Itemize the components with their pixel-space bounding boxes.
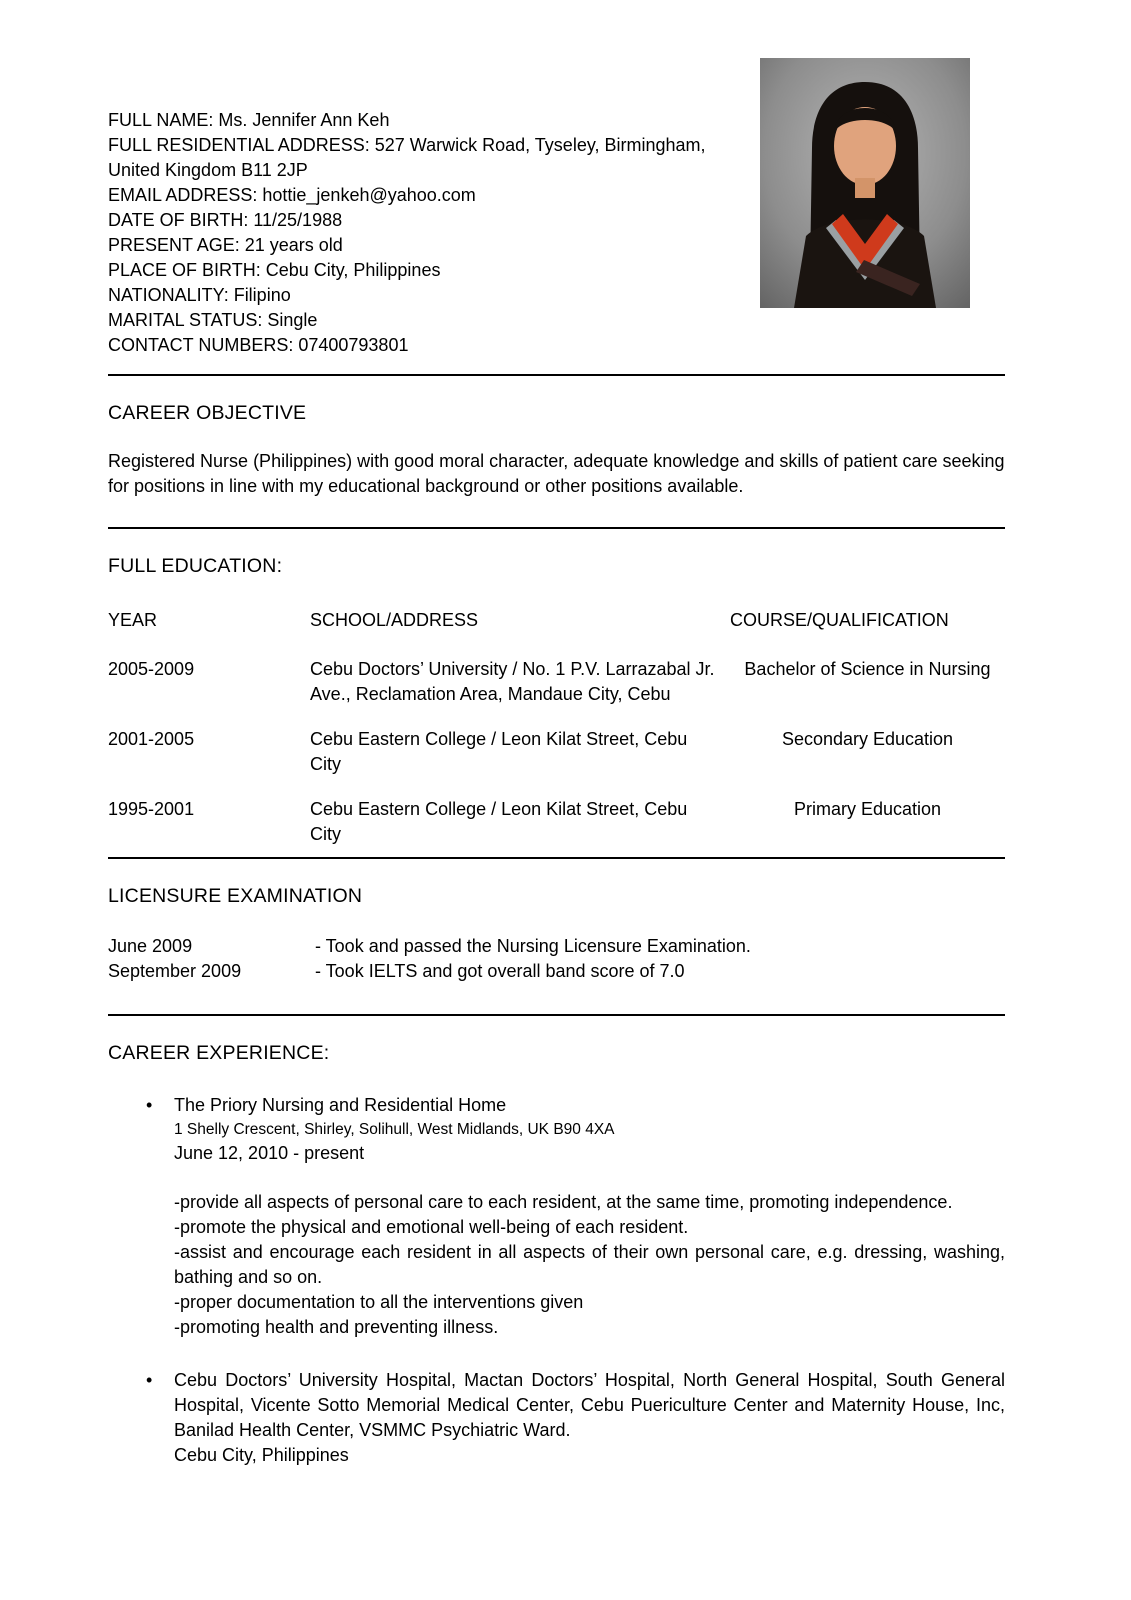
career-experience-section — [108, 1042, 1005, 1468]
employer-location: Cebu City, Philippines — [174, 1445, 349, 1465]
duty-item: -promoting health and preventing illness. — [174, 1317, 499, 1337]
age-line: PRESENT AGE: 21 years old — [108, 235, 343, 255]
birth-date-line: DATE OF BIRTH: 11/25/1988 — [108, 210, 343, 230]
marital-status-line: MARITAL STATUS: Single — [108, 310, 318, 330]
graduate-portrait-icon — [760, 58, 970, 308]
education-table — [108, 608, 1005, 847]
duties-list — [174, 1190, 1005, 1340]
nationality-line: NATIONALITY: Filipino — [108, 285, 291, 305]
education-course: Secondary Education — [781, 729, 954, 749]
education-year: 2005-2009 — [108, 659, 195, 679]
education-course: Bachelor of Science in Nursing — [744, 659, 991, 679]
duty-item: -assist and encourage each resident in all aspects of their own personal care, e.g. dressing, washing, bathing and so on. — [174, 1242, 1005, 1287]
experience-item — [108, 1093, 1005, 1340]
duty-item: -provide all aspects of personal care to each resident, at the same time, promoting independence. — [174, 1192, 953, 1212]
experience-item — [108, 1368, 1005, 1468]
personal-info — [108, 58, 738, 358]
section-divider — [108, 1014, 1005, 1016]
licensure-date: September 2009 — [108, 961, 242, 981]
career-objective-text: Registered Nurse (Philippines) with good moral character, adequate knowledge and skills of patient care seeking for positions in line with my educational background or other positions available. — [108, 451, 1005, 496]
education-course: Primary Education — [793, 799, 942, 819]
career-objective-section — [108, 402, 1005, 499]
birth-place-line: PLACE OF BIRTH: Cebu City, Philippines — [108, 260, 441, 280]
education-school: Cebu Doctors’ University / No. 1 P.V. Larrazabal Jr. Ave., Reclamation Area, Mandaue City, Cebu — [310, 659, 715, 704]
education-section — [108, 555, 1005, 847]
career-experience-heading: CAREER EXPERIENCE: — [108, 1042, 330, 1064]
list-item — [108, 934, 1005, 959]
career-objective-heading: CAREER OBJECTIVE — [108, 402, 307, 424]
table-row — [108, 727, 1005, 777]
table-row — [108, 657, 1005, 707]
year-column-header: YEAR — [108, 610, 158, 630]
licensure-date: June 2009 — [108, 936, 193, 956]
education-year: 1995-2001 — [108, 799, 195, 819]
table-row — [108, 797, 1005, 847]
employment-period: June 12, 2010 - present — [174, 1143, 365, 1163]
duty-item: -proper documentation to all the interventions given — [174, 1292, 584, 1312]
full-name-line: FULL NAME: Ms. Jennifer Ann Keh — [108, 110, 390, 130]
portrait-photo — [760, 58, 970, 308]
section-divider — [108, 857, 1005, 859]
licensure-detail: - Took IELTS and got overall band score of 7.0 — [315, 961, 685, 981]
education-header-row — [108, 608, 1005, 633]
email-line: EMAIL ADDRESS: hottie_jenkeh@yahoo.com — [108, 185, 476, 205]
address-line: FULL RESIDENTIAL ADDRESS: 527 Warwick Road, Tyseley, Birmingham, United Kingdom B11 2JP — [108, 135, 706, 180]
contact-numbers-line: CONTACT NUMBERS: 07400793801 — [108, 335, 409, 355]
list-item — [108, 959, 1005, 984]
licensure-heading: LICENSURE EXAMINATION — [108, 885, 363, 907]
education-year: 2001-2005 — [108, 729, 195, 749]
bullet-icon: • — [146, 1370, 153, 1390]
header-section — [108, 58, 1005, 358]
licensure-list — [108, 934, 1005, 984]
experience-body — [174, 1093, 1005, 1340]
employer-name: The Priory Nursing and Residential Home — [174, 1095, 507, 1115]
duty-item: -promote the physical and emotional well-being of each resident. — [174, 1217, 689, 1237]
education-heading: FULL EDUCATION: — [108, 555, 283, 577]
employer-name: Cebu Doctors’ University Hospital, Mactan Doctors’ Hospital, North General Hospital, South General Hospital, Vicente Sotto Memorial Medical Center, Cebu Puericulture Center and Maternity House, Inc, Banilad Health Center, VSMMC Psychiatric Ward. — [174, 1370, 1005, 1440]
school-column-header: SCHOOL/ADDRESS — [310, 610, 479, 630]
section-divider — [108, 374, 1005, 376]
education-school: Cebu Eastern College / Leon Kilat Street, Cebu City — [310, 799, 688, 844]
education-school: Cebu Eastern College / Leon Kilat Street, Cebu City — [310, 729, 688, 774]
course-column-header: COURSE/QUALIFICATION — [730, 610, 949, 630]
employer-address: 1 Shelly Crescent, Shirley, Solihull, West Midlands, UK B90 4XA — [174, 1121, 615, 1138]
experience-body — [174, 1368, 1005, 1468]
licensure-section — [108, 885, 1005, 984]
section-divider — [108, 527, 1005, 529]
licensure-detail: - Took and passed the Nursing Licensure Examination. — [315, 936, 751, 956]
bullet-icon: • — [146, 1095, 153, 1115]
